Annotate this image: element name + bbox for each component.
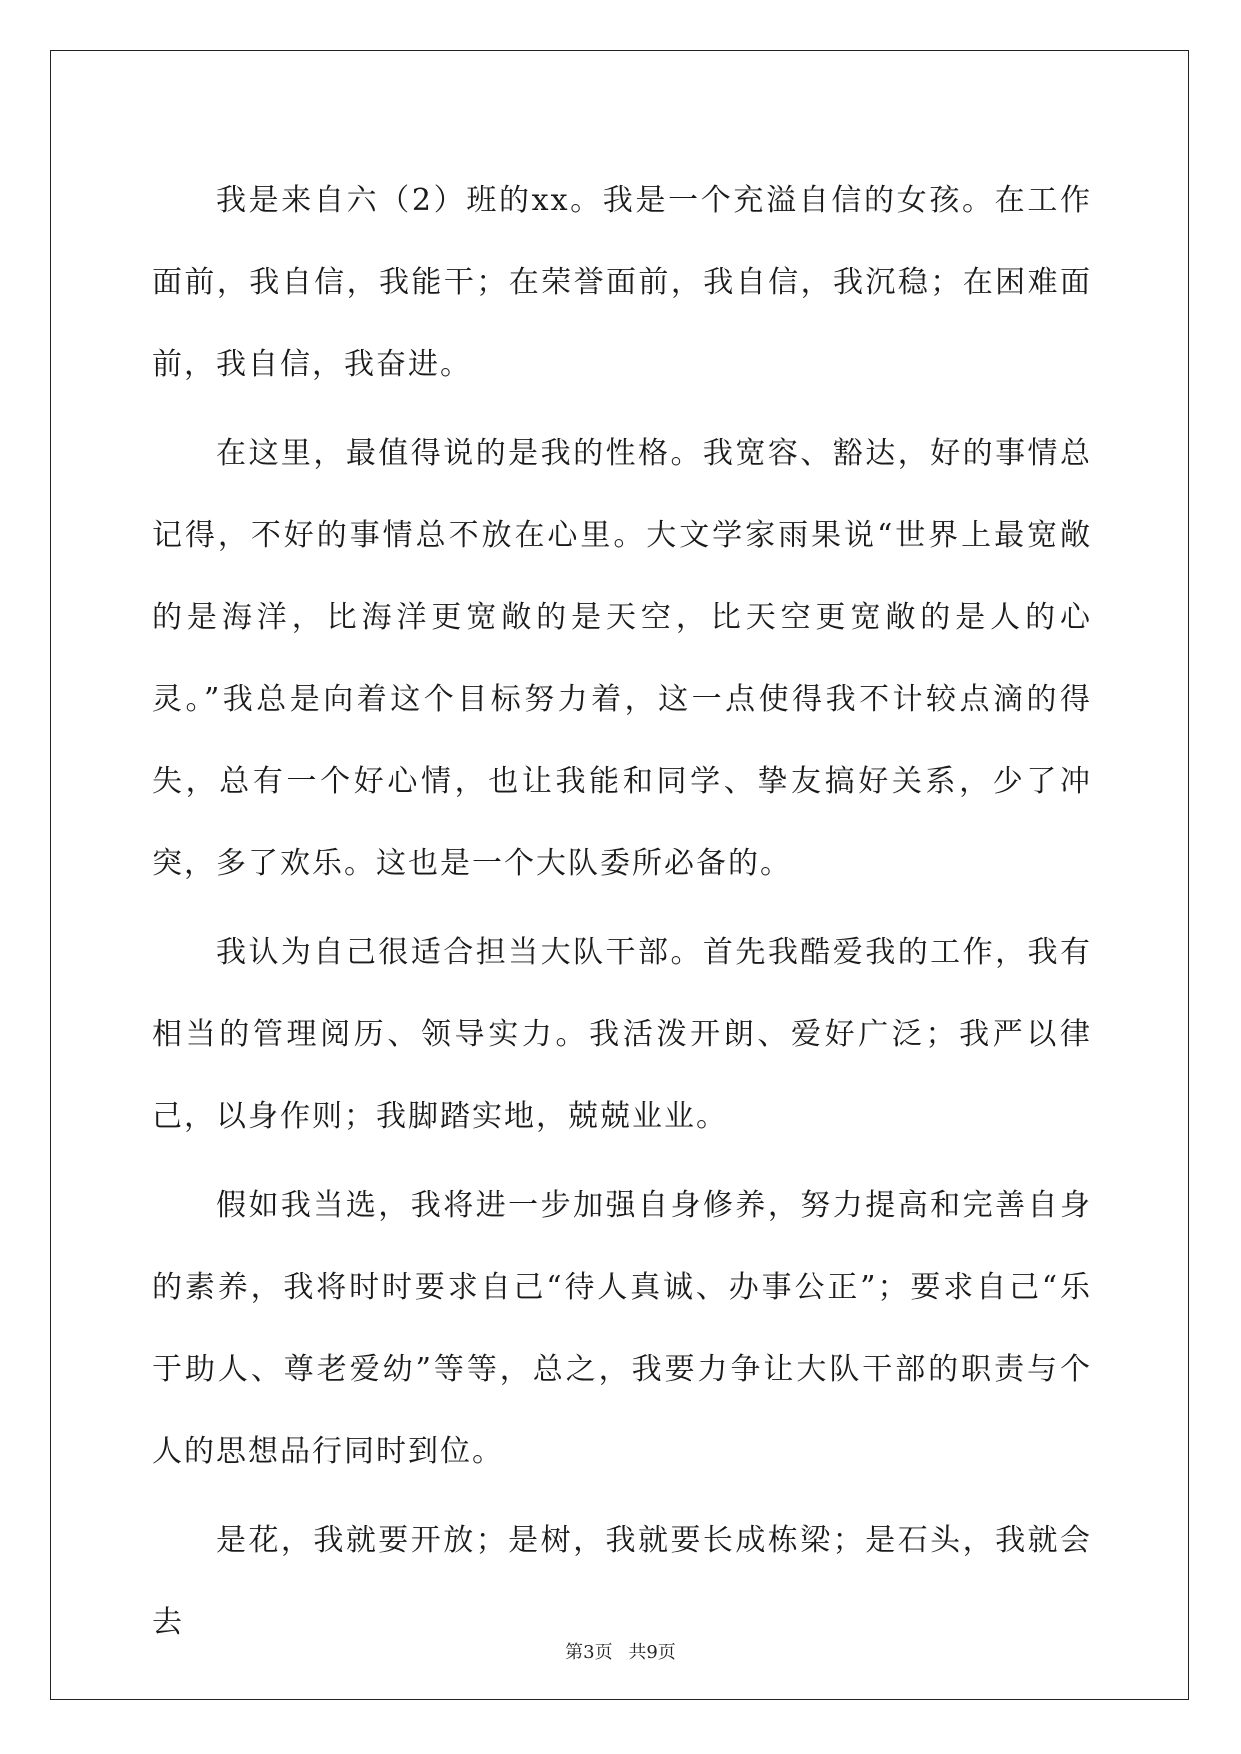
page-footer xyxy=(0,1638,1241,1664)
paragraph: 我是来自六（2）班的xx。我是一个充溢自信的女孩。在工作面前，我自信，我能干；在荣誉面前，我自信，我沉稳；在困难面前，我自信，我奋进。 xyxy=(152,183,1092,382)
paragraph: 在这里，最值得说的是我的性格。我宽容、豁达，好的事情总记得，不好的事情总不放在心里。大文学家雨果说“世界上最宽敞的是海洋，比海洋更宽敞的是天空，比天空更宽敞的是人的心灵。”我总是向着这个目标努力着，这一点使得我不计较点滴的得失，总有一个好心情，也让我能和同学、挚友搞好关系，少了冲突，多了欢乐。这也是一个大队委所必备的。 xyxy=(152,436,1092,881)
page-number: 第3页 xyxy=(565,1642,613,1663)
paragraph: 是花，我就要开放；是树，我就要长成栋梁；是石头，我就会去 xyxy=(152,1523,1092,1640)
paragraph: 假如我当选，我将进一步加强自身修养，努力提高和完善自身的素养，我将时时要求自己“待人真诚、办事公正”；要求自己“乐于助人、尊老爱幼”等等，总之，我要力争让大队干部的职责与个人的思想品行同时到位。 xyxy=(152,1188,1092,1469)
paragraph: 我认为自己很适合担当大队干部。首先我酷爱我的工作，我有相当的管理阅历、领导实力。我活泼开朗、爱好广泛；我严以律己，以身作则；我脚踏实地，兢兢业业。 xyxy=(152,935,1092,1134)
document-body xyxy=(152,160,1092,1671)
page-total: 共9页 xyxy=(628,1642,676,1663)
